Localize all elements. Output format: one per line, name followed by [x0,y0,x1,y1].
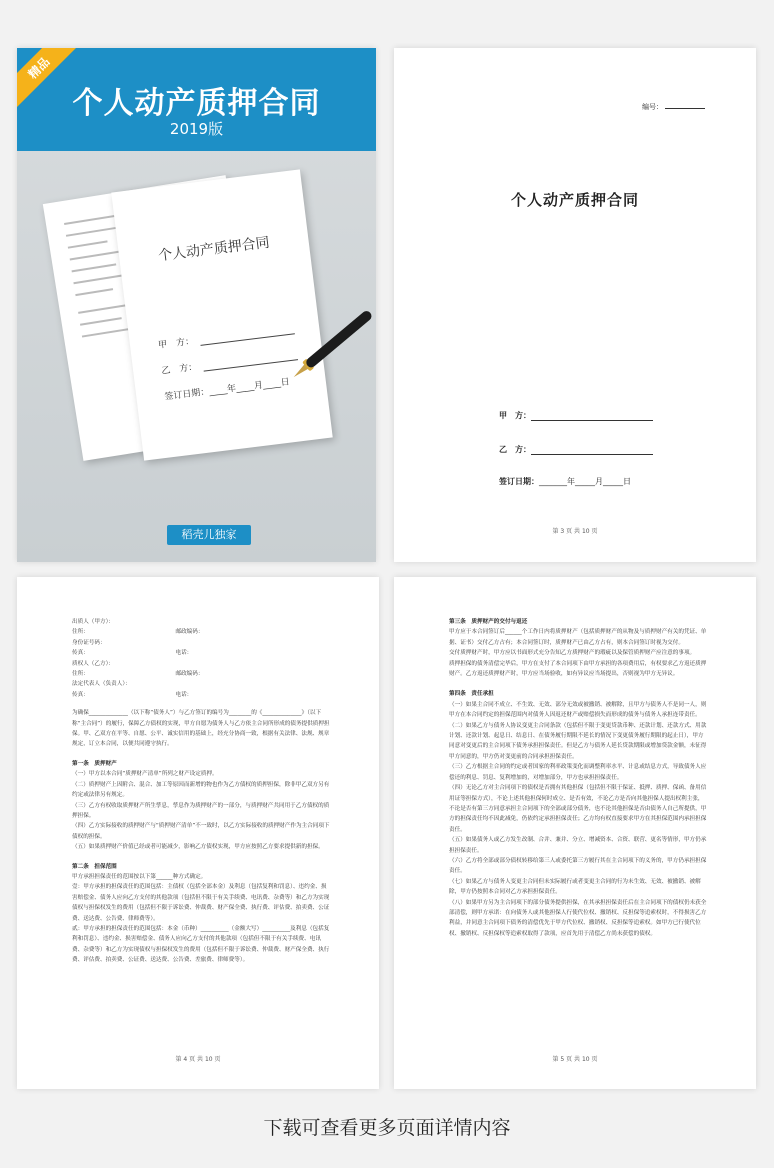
article-1-clause: （三）乙方有权收取质押财产所生孳息，孳息作为质押财产的一部分，与质押财产共同用于乙方债权的质押担保。 [72,802,330,819]
party-a-row [499,410,653,421]
article-2-title: 第二条 担保范围 [72,863,117,870]
page-footer: 第 3 页 共 10 页 [552,528,598,535]
article-4-clause: （三）乙方根据主合同的约定或者国家的利率政策变化而调整利率水平、计息或结息方式，导致债务人应偿还的利息、罚息、复利增加的，对增加部分，甲方也承担担保责任。 [449,764,707,781]
page-5-body [449,617,707,939]
text-line: 质权人（乙方）： [72,660,114,667]
article-1-clause: （一）甲方以本合同“质押财产清单”所列之财产设定质押。 [72,771,218,778]
cover-banner [17,48,376,151]
article-2-clause: 贰：甲方承担的担保责任的范围包括：本金（币种）__________（金额大写）__________及利息（包括复利和罚息）、违约金、损害赔偿金、债务人应向乙方支付的其他款项（包括但不限于有关手续费、电讯费、杂费等）和乙方为实现债权与担保权发生的费用（包括但不限于诉讼费、仲裁费、财产保全费、执行费、评估费、拍卖费、公证费、送达费、公告费、差旅费、律师费等）。 [72,925,330,964]
front-paper-illustration [111,169,332,460]
party-b-row [499,444,653,455]
cover-title: 个人动产质押合同 [72,86,321,121]
article-4-clause: （七）如果乙方与债务人变更主合同但未实际履行或者变更主合同的行为未生效、无效、被撤销、被解除，甲方仍按照本合同对乙方承担担保责任。 [449,878,701,896]
article-4-clause: （五）如果债务人或乙方发生改制、合并、兼并、分立、增减资本、合资、联营、更名等情形，甲方仍承担担保责任。 [449,837,707,854]
article-1-clause: （四）乙方实际接收的质押财产与“质押财产清单”不一致时，以乙方实际接收的质押财产作为主合同项下债权的担保。 [72,823,330,840]
paper-party-a-label: 甲 方： [157,336,195,351]
party-b-label: 乙 方： [499,445,531,454]
text-line: 身份证号码： [72,639,106,646]
paper-sign-date: 签订日期：____年____月____日 [164,377,291,403]
sign-date-row [499,476,631,487]
article-1-clause: （二）质押财产上因附合、混合、加工等原因而新增的物也作为乙方债权的质押担保，除非甲乙双方另有约定或法律另有规定。 [72,781,330,799]
sign-date-blanks: _______年_____月_____日 [539,477,631,486]
article-1-title: 第一条 质押财产 [72,760,117,767]
paper-party-b-label: 乙 方： [160,362,198,377]
page-4-body [72,617,330,966]
text-line: 法定代表人（负责人）： [72,681,131,688]
exclusive-tag: 稻壳儿独家 [167,525,251,545]
article-4-clause: （八）如果甲方另为主合同项下的部分债务提供担保，在其承担担保责任后在主合同项下的债权仍未获全部清偿，则甲方承诺：在向债务人或其他担保人行使代位权、撤销权、反担保等追索权时，不得损害乙方利益，并同意主合同项下债务的清偿优先于甲方代位权、撤销权、反担保等追索权。如甲方已行使代位权、撤销权、反担保权等追索权取得了款项，应首先用于清偿乙方尚未获偿的债权。 [449,899,707,937]
article-3-clause: 质押担保的债务清偿完毕后，甲方在支付了本合同项下由甲方承担的各项费用后，有权要求乙方返还质押财产。乙方返还质押财产时，甲方应当场验收，如有异议应当场提出，否则视为甲方无异议。 [449,660,707,678]
paper-party-b [160,347,298,377]
download-caption: 下载可查看更多页面详情内容 [263,1117,511,1139]
article-1-clause: （五）如果质押财产价值已经或者可能减少，影响乙方债权实现，甲方应按照乙方要求提供新的担保。 [72,844,324,851]
page-title: 个人动产质押合同 [510,191,639,209]
contract-number-label: 编号： [642,103,663,111]
page-footer: 第 4 页 共 10 页 [175,1056,221,1063]
text-line: 住所： 邮政编码： [72,629,204,636]
intro-paragraph: 为确保______________（以下称“债务人”）与乙方签订的编号为________的《______________》（以下称“主合同”）的履行，保障乙方债权的实现，甲方自愿为债务人与乙方依主合同所形成的债务提供质押担保。甲、乙双方在平等、自愿、公平、诚实信用的基础上，经充分协商一致，根据有关法律、法规、规章规定，订立本合同，以便共同遵守执行。 [72,710,330,748]
paper-title: 个人动产质押合同 [157,234,271,265]
text-line: 传真： 电话： [72,650,193,657]
text-line: 住所： 邮政编码： [72,671,204,678]
party-a-label: 甲 方： [499,411,531,420]
article-2-clause: 甲方承担担保责任的范围按以下第______种方式确定。 [72,873,207,880]
text-line: 传真： 电话： [72,691,193,698]
paper-party-a [157,321,295,351]
premium-badge: 精品 [17,48,83,112]
contract-title-page [394,48,756,562]
article-3-clause: 交付质押财产时，甲方应以书面形式充分告知乙方质押财产的瑕疵以及保管质押财产应注意的事项。 [449,650,696,657]
article-4-clause: （六）乙方将全部或部分债权转移给第三人或委托第三方履行其在主合同项下的义务的，甲方仍承担担保责任。 [449,857,707,875]
article-4-clause: （四）无论乙方对主合同项下的债权是否拥有其他担保（包括但不限于保证、抵押、质押、保函、备用信用证等担保方式），不论上述其他担保何时成立、是否有效，不论乙方是否向其他担保人提出权利主张，不论是否有第三方同意承担主合同项下的全部或部分债务，也不论其他担保是否由债务人自己所提供，甲方的担保责任均不因此减免，仍依约定承担担保责任；乙方均有权直接要求甲方在其担保范围内承担担保责任。 [449,785,707,833]
article-3-title: 第三条 质押财产的交付与返还 [449,619,528,625]
article-4-clause: （一）如果主合同不成立、不生效、无效、部分无效或被撤销、被解除，且甲方与债务人不是同一人，则甲方在本合同约定的担保范围内对债务人因返还财产或赔偿损失而形成的债务与债务人承担连带责任。 [449,701,707,719]
article-3-clause: 甲方应于本合同签订后______个工作日内将质押财产（包括质押财产的从物及与质押财产有关的凭证、单据、证书）交付乙方占有；本合同签订时，质押财产已由乙方占有，则本合同签订时视为交付。 [449,629,707,646]
cover-page [17,48,376,562]
sign-date-label: 签订日期： [499,477,539,486]
article-2-clause: 壹：甲方承担的担保责任的范围包括：主债权（包括全部本金）及利息（包括复利和罚息）、违约金、损害赔偿金、债务人应向乙方支付的其他款项（包括但不限于有关手续费、电讯费、杂费等）和乙方为实现债权与担保权发生的费用（包括但不限于诉讼费、仲裁费、财产保全费、执行费、评估费、拍卖费、公证费、送达费、公告费、律师费等）。 [72,884,330,922]
article-4-clause: （二）如果乙方与债务人协议变更主合同条款（包括但不限于变更贷款币种、还款计划、还款方式、用款计划、还款计划、起息日、结息日、在债务履行期限不延长的情况下变更债务履行期限的起止日），甲方同意对变更后的主合同项下债务承担担保责任。但是乙方与债务人延长贷款期限或增加贷款金额，未征得甲方同意的，甲方仍对变更前的合同承担担保责任。 [449,722,707,760]
cover-year: 2019版 [169,120,224,138]
contract-page-4 [17,577,379,1089]
contract-page-5 [394,577,756,1089]
text-line: 出质人（甲方）： [72,619,114,625]
contract-number [642,102,705,112]
article-4-title: 第四条 责任承担 [449,691,494,698]
page-footer: 第 5 页 共 10 页 [552,1056,598,1063]
